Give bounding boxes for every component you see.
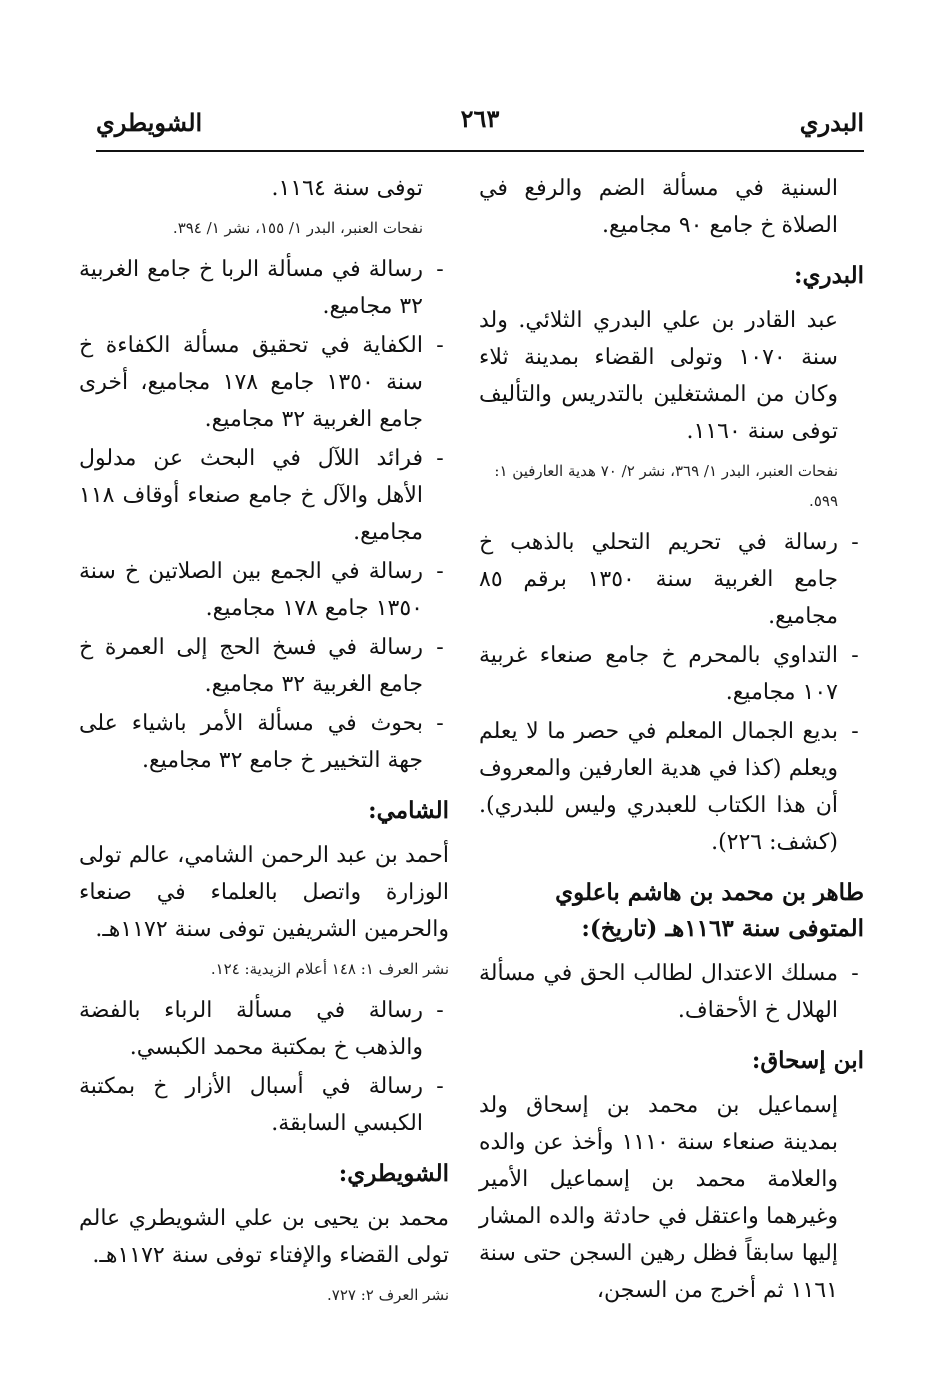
work-text: رسالة في مسألة الربا خ جامع الغربية ٣٢ مجاميع. xyxy=(79,257,423,319)
entry-bio-badri: عبد القادر بن علي البدري الثلائي. ولد سنة ١٠٧٠ وتولى القضاء بمدينة ثلاء وكان من المشتغلين بالتدريس والتأليف توفى سنة ١١٦٠. xyxy=(479,308,838,444)
page-header xyxy=(96,104,864,152)
entry-bio-shami: أحمد بن عبد الرحمن الشامي، عالم تولى الوزارة واتصل بالعلماء في صنعاء والحرمين الشريفين توفى سنة ١١٧٢هـ. xyxy=(79,843,449,942)
works-list-continued xyxy=(79,251,449,779)
right-column xyxy=(479,170,864,1309)
entry-heading-shami: الشامي: xyxy=(368,797,449,824)
dash-bullet: - xyxy=(436,559,444,584)
entry-refs-shami: نشر العرف ١: ١٤٨ أعلام الزيدية: ١٢٤. xyxy=(210,960,449,978)
dash-bullet: - xyxy=(436,1074,444,1099)
work-text: التداوي بالمحرم خ جامع صنعاء غربية ١٠٧ مجاميع. xyxy=(479,643,838,705)
work-text: بحوث في مسألة الأمر باشياء على جهة التخيير خ جامع ٣٢ مجاميع. xyxy=(79,711,423,773)
continued-text: السنية في مسألة الضم والرفع في الصلاة خ جامع ٩٠ مجاميع. xyxy=(479,176,838,238)
works-list-shami xyxy=(79,992,449,1142)
work-text: مسلك الاعتدال لطالب الحق في مسألة الهلال خ الأحقاف. xyxy=(479,961,838,1023)
work-item xyxy=(479,637,864,711)
left-column xyxy=(79,170,449,1318)
entry-bio-shuwaytari: محمد بن يحيى بن علي الشويطري عالم تولى القضاء والإفتاء توفى سنة ١١٧٢هـ. xyxy=(79,1206,449,1268)
header-left-title: الشويطري xyxy=(96,108,203,137)
work-text: الكفاية في تحقيق مسألة الكفاءة خ سنة ١٣٥٠ جامع ١٧٨ مجاميع، أخرى جامع الغربية ٣٢ مجاميع. xyxy=(79,333,423,432)
entry-heading-ibn-ishaq: ابن إسحاق: xyxy=(751,1047,864,1074)
work-text: فرائد اللآل في البحث عن مدلول الأهل والآل خ جامع صنعاء أوقاف ١١٨ مجاميع. xyxy=(79,446,423,545)
work-item xyxy=(79,440,449,551)
dash-bullet: - xyxy=(851,719,859,744)
work-item xyxy=(79,629,449,703)
continued-refs: نفحات العنبر، البدر ١/ ١٥٥، نشر ١/ ٣٩٤. xyxy=(172,219,423,237)
dash-bullet: - xyxy=(851,643,859,668)
works-list-badri xyxy=(479,524,864,861)
work-item xyxy=(79,1068,449,1142)
header-rule xyxy=(96,150,864,152)
entry-bio-ibn-ishaq: إسماعيل بن محمد بن إسحاق ولد بمدينة صنعاء سنة ١١١٠ وأخذ عن والده والعلامة محمد بن إسماعيل الأمير وغيرهما واعتقل في حادثة والده المشار إليها سابقاً فظل رهين السجن حتى سنة ١١٦١ ثم أخرج من السجن، xyxy=(479,1093,838,1303)
work-text: رسالة في فسخ الحج إلى العمرة خ جامع الغربية ٣٢ مجاميع. xyxy=(79,635,423,697)
work-text: رسالة في تحريم التحلي بالذهب خ جامع الغربية سنة ١٣٥٠ برقم ٨٥ مجاميع. xyxy=(479,530,838,629)
continued-death-note: توفى سنة ١١٦٤. xyxy=(271,176,423,201)
work-item xyxy=(79,705,449,779)
work-text: رسالة في مسألة الرباء بالفضة والذهب خ بمكتبة محمد الكبسي. xyxy=(79,998,423,1060)
work-item xyxy=(79,327,449,438)
dash-bullet: - xyxy=(436,998,444,1023)
work-text: رسالة في أسبال الأزار خ بمكتبة الكبسي السابقة. xyxy=(79,1074,423,1136)
work-item xyxy=(79,992,449,1066)
dash-bullet: - xyxy=(436,711,444,736)
dash-bullet: - xyxy=(436,446,444,471)
dash-bullet: - xyxy=(436,635,444,660)
page-number: ٢٦٣ xyxy=(460,104,500,133)
work-text: رسالة في الجمع بين الصلاتين خ سنة ١٣٥٠ جامع ١٧٨ مجاميع. xyxy=(79,559,423,621)
entry-heading-taher: طاهر بن محمد بن هاشم باعلوي المتوفى سنة ١١٦٣هـ (تاريخ): xyxy=(555,879,864,942)
entry-heading-badri: البدري: xyxy=(793,262,864,289)
dash-bullet: - xyxy=(436,333,444,358)
dash-bullet: - xyxy=(436,257,444,282)
work-text: بديع الجمال المعلم في حصر ما لا يعلم ويعلم (كذا في هدية العارفين والمعروف أن هذا الكتاب للعبدري وليس للبدري). (كشف: ٢٢٦). xyxy=(479,719,838,855)
dash-bullet: - xyxy=(851,530,859,555)
work-item xyxy=(479,955,864,1029)
entry-heading-shuwaytari: الشويطري: xyxy=(338,1160,449,1187)
header-right-title: البدري xyxy=(799,108,864,137)
work-item xyxy=(479,713,864,861)
work-item xyxy=(79,251,449,325)
work-item xyxy=(79,553,449,627)
entry-refs-shuwaytari: نشر العرف ٢: ٧٢٧. xyxy=(326,1286,449,1304)
dash-bullet: - xyxy=(851,961,859,986)
entry-refs-badri: نفحات العنبر، البدر ١/ ٣٦٩، نشر ٢/ ٧٠ هدية العارفين ١: ٥٩٩. xyxy=(494,462,838,510)
work-item xyxy=(479,524,864,635)
works-list-taher xyxy=(479,955,864,1029)
